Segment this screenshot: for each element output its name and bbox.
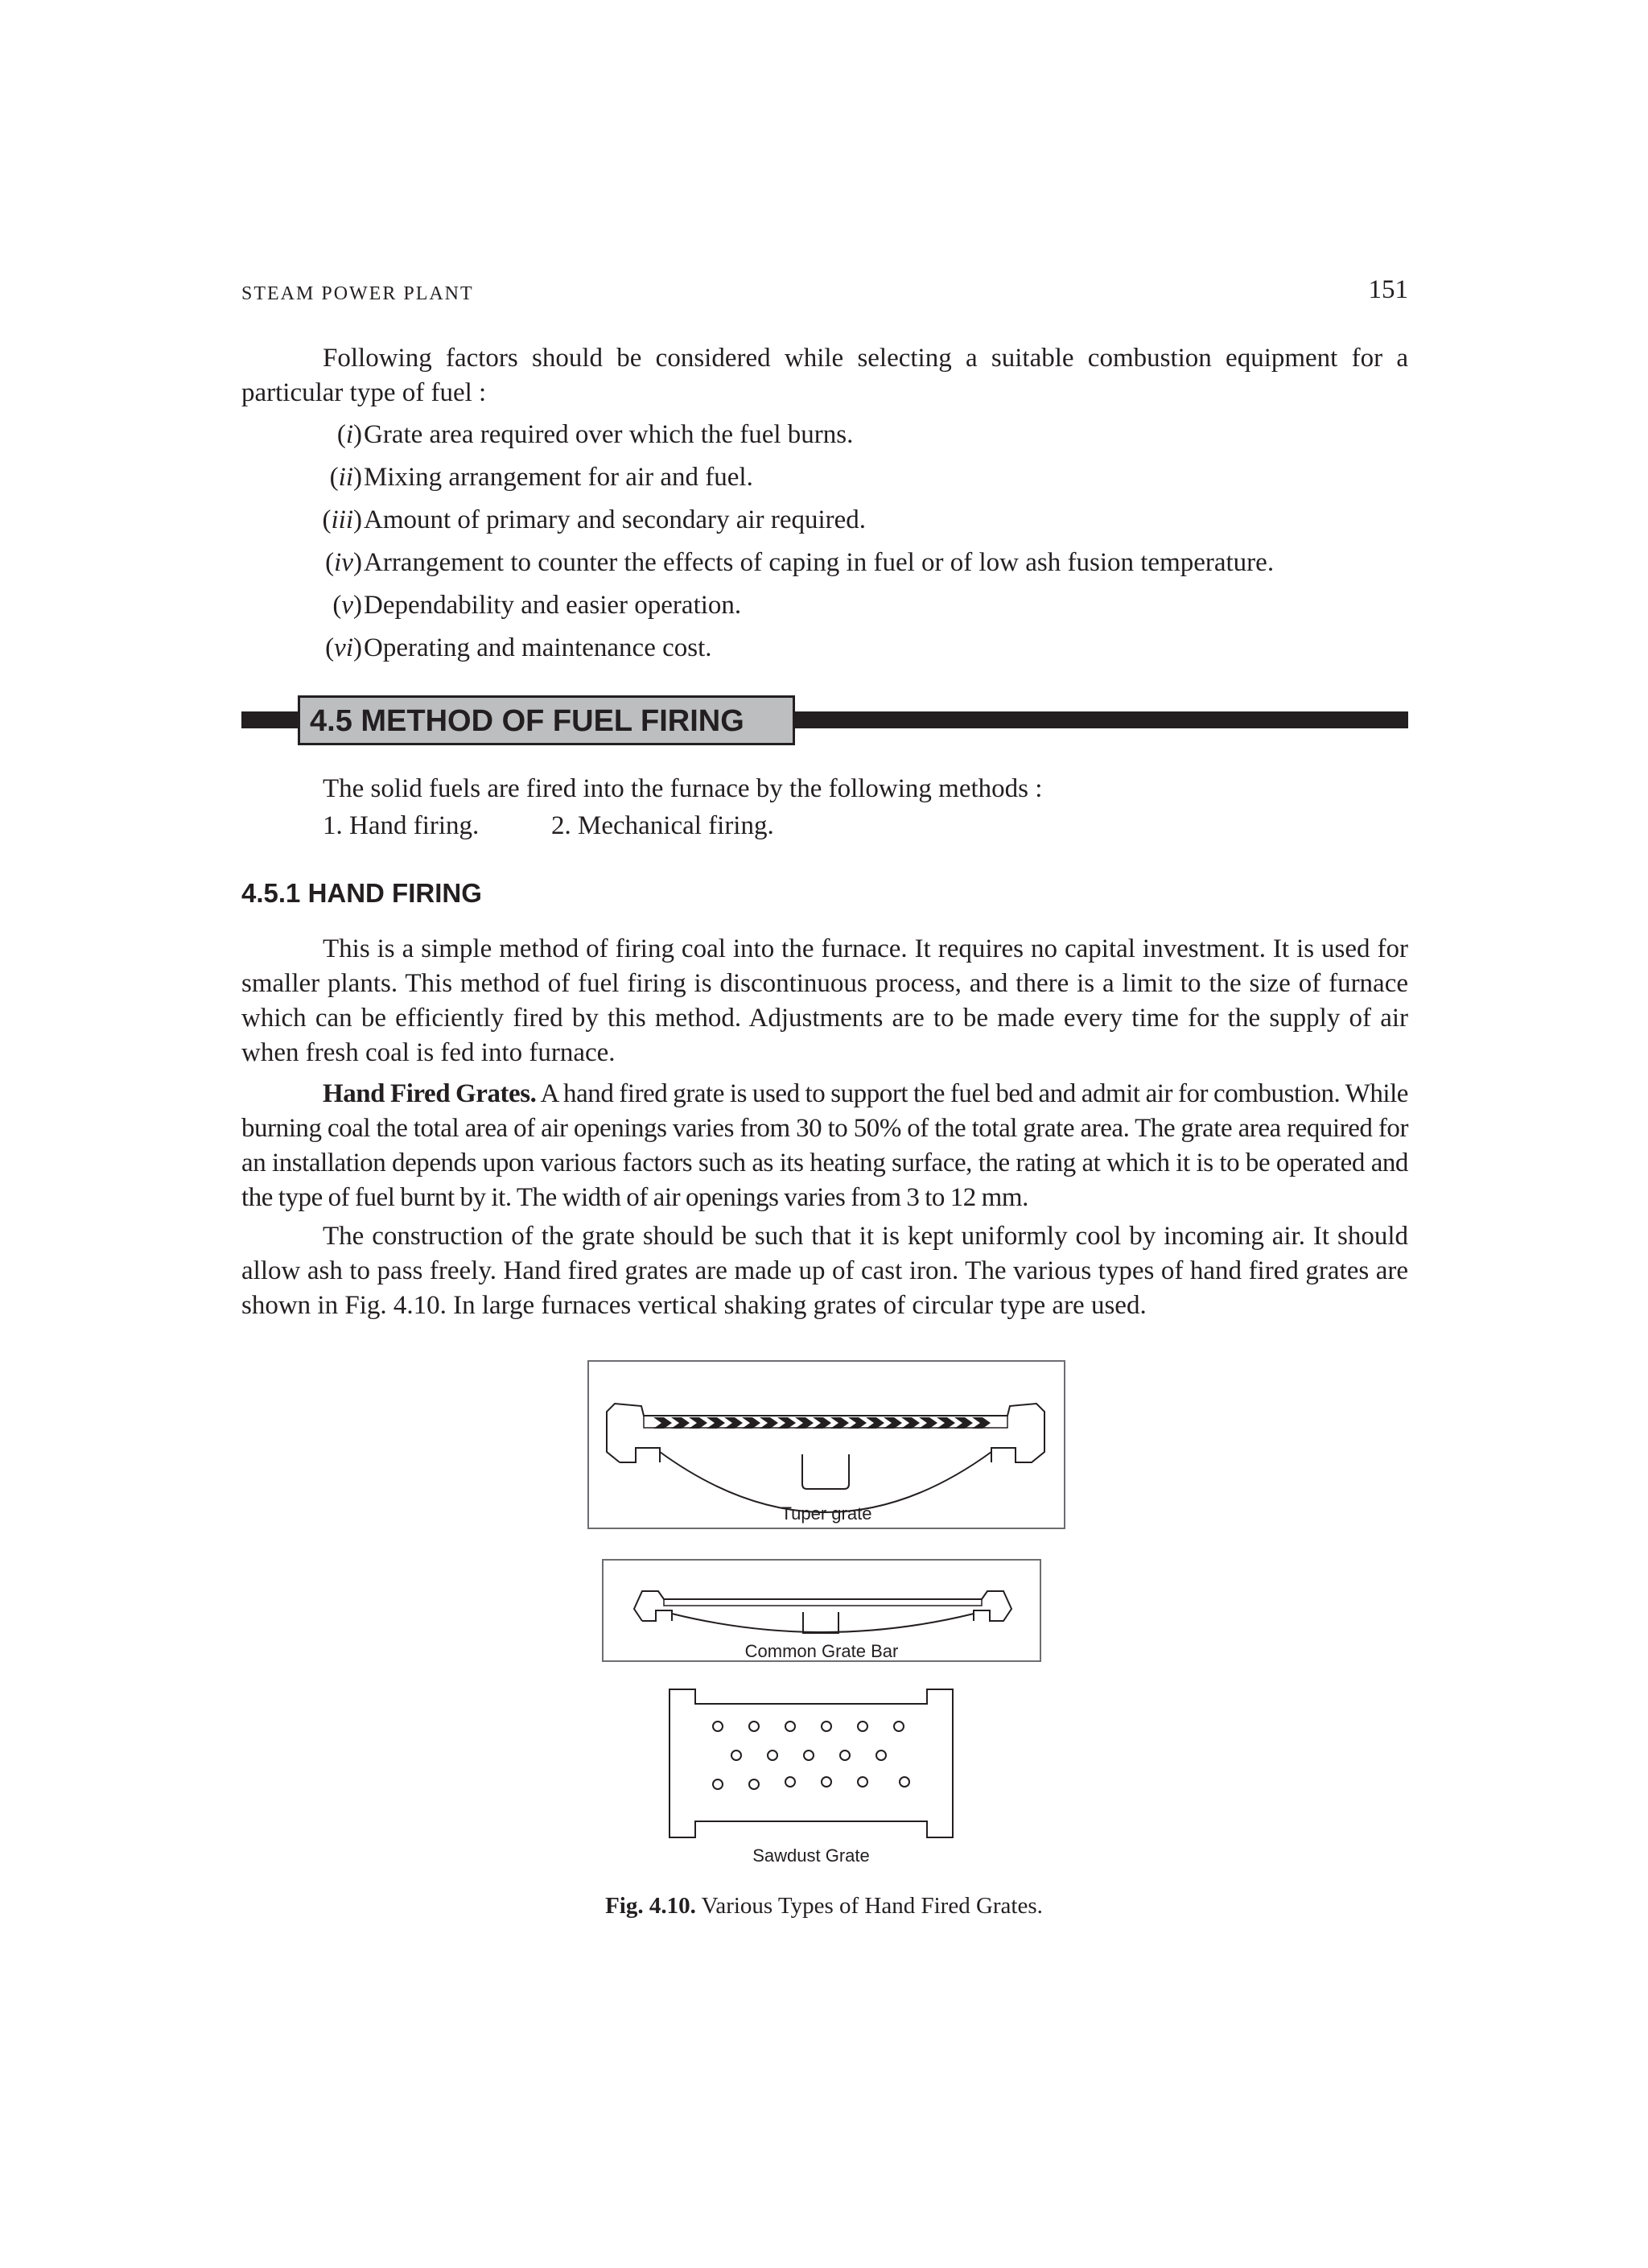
sawdust-grate-drawing xyxy=(668,1688,954,1865)
factor-item: (i) Grate area required over which the fuel burns. xyxy=(336,420,854,449)
running-head xyxy=(241,275,1408,307)
section-title: 4.5 METHOD OF FUEL FIRING xyxy=(310,704,744,738)
factor-item: (iii) Amount of primary and secondary air required. xyxy=(322,505,867,534)
hand-fired-grates-paragraph: Hand Fired Grates. A hand fired grate is used to support the fuel bed and admit air for combustion. While burning coal the total area of air openings varies from 30 to 50% of the total grate area. The grate area required for an installation depends upon various factors such as its heating surface, the rating at which it is to be operated and the type of fuel burnt by it. The width of air openings varies from 3 to 12 mm. xyxy=(241,1079,1409,1212)
section-intro: The solid fuels are fired into the furnace by the following methods : xyxy=(323,774,1043,803)
section-heading-box xyxy=(298,695,795,745)
factor-item: (ii) Mixing arrangement for air and fuel. xyxy=(329,463,753,492)
method-item: 2. Mechanical firing. xyxy=(551,811,774,840)
grate-construction-paragraph: The construction of the grate should be such that it is kept uniformly cool by incoming air. It should allow ash to pass freely. Hand fired grates are made up of cast iron. The various types of hand fired grates are shown in Fig. 4.10. In large furnaces vertical shaking grates of circular type are used. xyxy=(241,1222,1408,1320)
common-grate-bar-label: Common Grate Bar xyxy=(744,1641,899,1661)
page-number: 151 xyxy=(1368,275,1408,304)
running-title: STEAM POWER PLANT xyxy=(241,283,474,304)
factor-item: (v) Dependability and easier operation. xyxy=(332,591,742,620)
tuper-grate-label: Tuper grate xyxy=(781,1503,872,1524)
factor-item: (vi) Operating and maintenance cost. xyxy=(325,633,712,662)
intro-paragraph: Following factors should be considered while selecting a suitable combustion equipment for a particular type of fuel : xyxy=(241,344,1408,407)
air-hole-pattern xyxy=(713,1722,909,1789)
factor-item: (iv) Arrangement to counter the effects of caping in fuel or of low ash fusion temperature. xyxy=(325,548,1275,577)
sawdust-grate-label: Sawdust Grate xyxy=(752,1845,870,1866)
subsection-title: 4.5.1 HAND FIRING xyxy=(241,878,482,908)
figure-caption: Fig. 4.10. Various Types of Hand Fired Grates. xyxy=(605,1893,1043,1919)
sawdust-grate-figure xyxy=(668,1688,954,1865)
common-grate-bar-figure xyxy=(602,1559,1041,1662)
method-item: 1. Hand firing. xyxy=(323,811,480,840)
hand-firing-paragraph: This is a simple method of firing coal into the furnace. It requires no capital investment. It is used for smaller plants. This method of fuel firing is discontinuous process, and there is a limit to the size of furnace which can be efficiently fired by this method. Adjustments are to be made every time for the supply of air when fresh coal is fed into furnace. xyxy=(241,934,1408,1067)
tuper-grate-figure xyxy=(587,1360,1065,1529)
